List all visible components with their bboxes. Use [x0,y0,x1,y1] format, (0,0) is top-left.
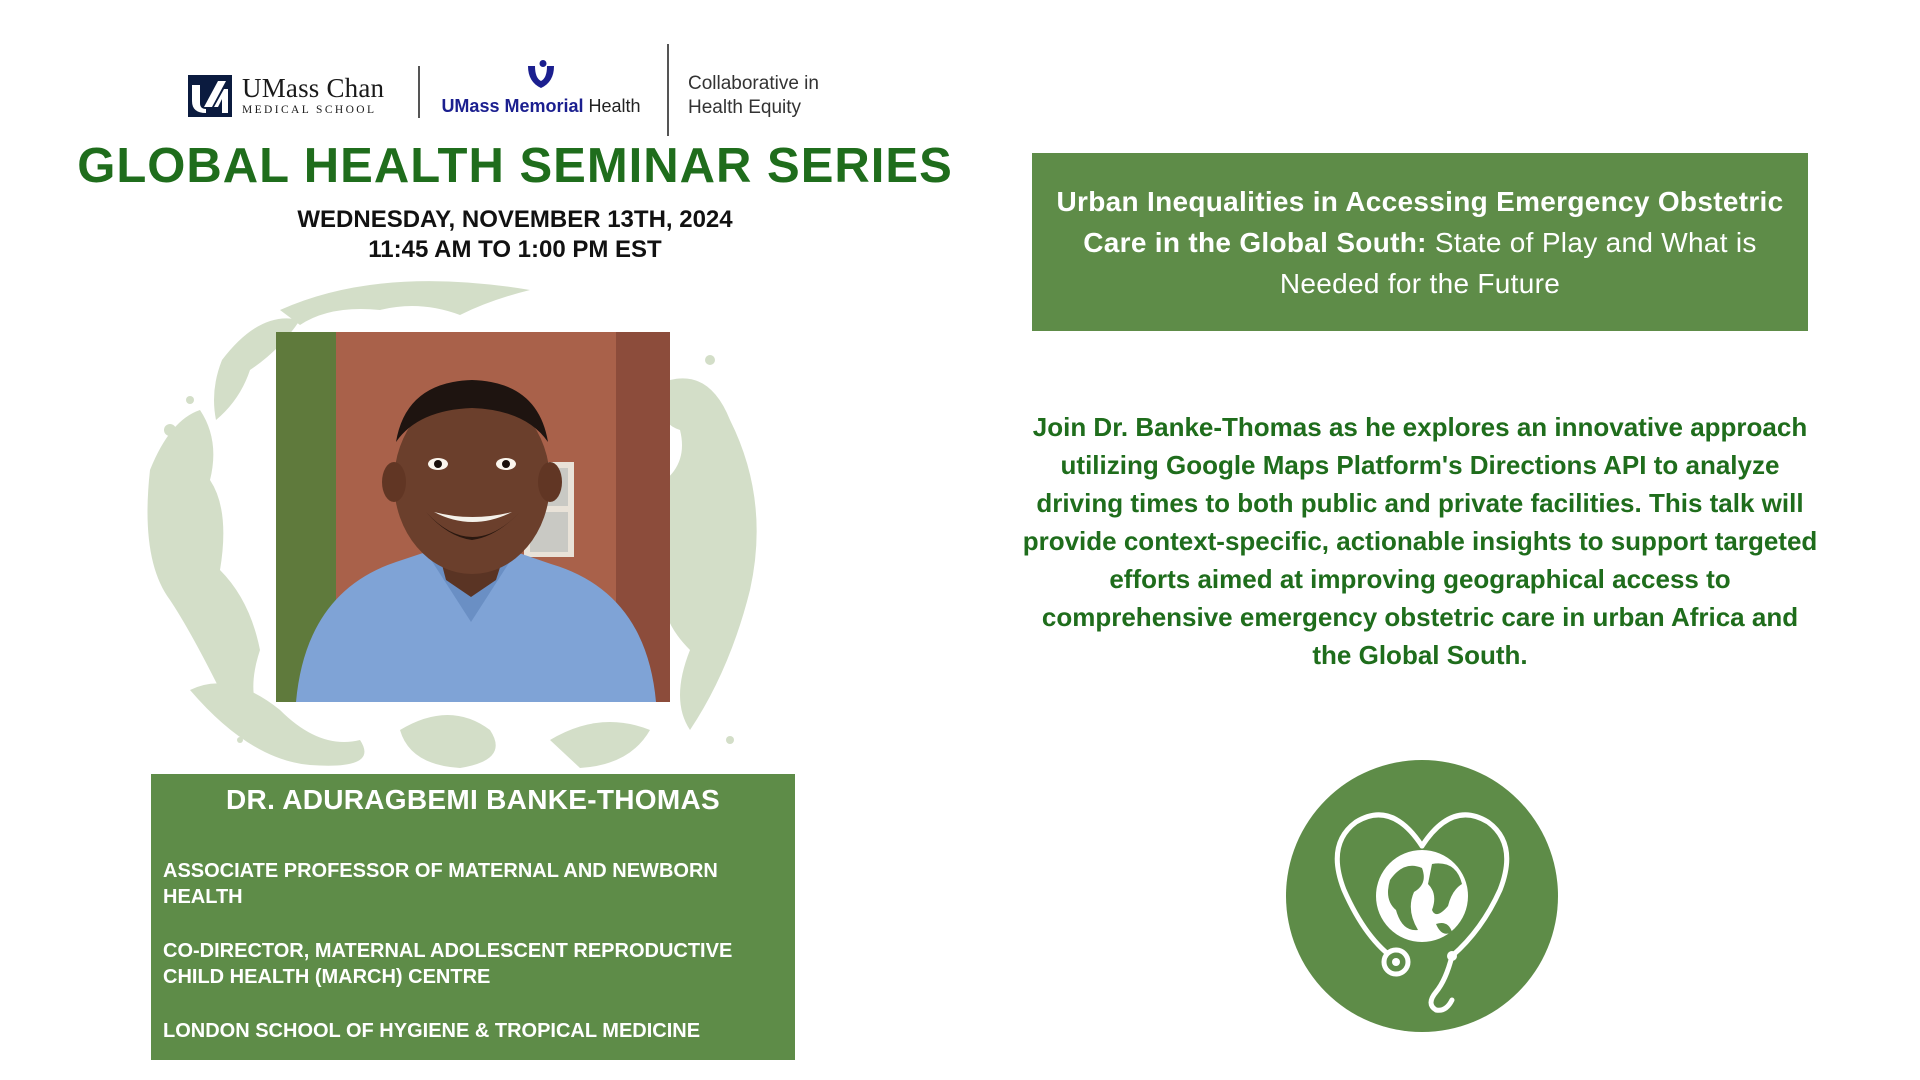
talk-title [1050,181,1790,304]
collaborative-logo-text [688,72,819,120]
speaker-name: DR. ADURAGBEMI BANKE-THOMAS [226,784,720,815]
memorial-name-rest: Health [588,96,641,116]
event-time: 11:45 AM TO 1:00 PM EST [368,236,662,263]
collab-line-2: Health Equity [688,97,802,118]
talk-description: Join Dr. Banke-Thomas as he explores an innovative approach utilizing Google Maps Platform's Directions API to analyze driving times to both public and private facilities. This talk will provide context-specific, actionable insights to support targeted efforts aimed at improving geographical access to comprehensive emergency obstetric care in urban Africa and the Global South. [1022,412,1818,670]
page-title: GLOBAL HEALTH SEMINAR SERIES [77,139,953,193]
heart-stethoscope-globe-icon [1286,760,1558,1032]
speaker-role-2: CO-DIRECTOR, MATERNAL ADOLESCENT REPRODUCTIVE CHILD HEALTH (MARCH) CENTRE [163,940,733,988]
event-date: WEDNESDAY, NOVEMBER 13TH, 2024 [297,206,733,233]
talk-title-box [1032,153,1808,331]
logo-divider [418,66,420,118]
umass-chan-name: UMass Chan [242,73,385,104]
speaker-roles [163,858,773,1072]
talk-title-rest: State of Play and What is Needed for the Future [1279,226,1757,299]
umass-memorial-logo [436,60,646,122]
speaker-role-1: ASSOCIATE PROFESSOR OF MATERNAL AND NEWBORN HEALTH [163,860,718,908]
collab-line-1: Collaborative in [688,73,819,94]
speaker-role-3: LONDON SCHOOL OF HYGIENE & TROPICAL MEDICINE [163,1020,701,1042]
umass-chan-logo-icon [188,75,232,117]
speaker-photo [276,332,670,702]
umass-chan-logo [188,74,384,118]
umass-memorial-logo-icon [526,60,556,90]
talk-title-strong: Urban Inequalities in Accessing Emergency Obstetric Care in the Global South: [1056,185,1784,258]
speaker-box [151,774,795,1060]
logo-divider-2 [667,44,669,136]
umass-chan-subtitle: MEDICAL SCHOOL [242,104,377,117]
memorial-name-strong: UMass Memorial [441,96,584,116]
